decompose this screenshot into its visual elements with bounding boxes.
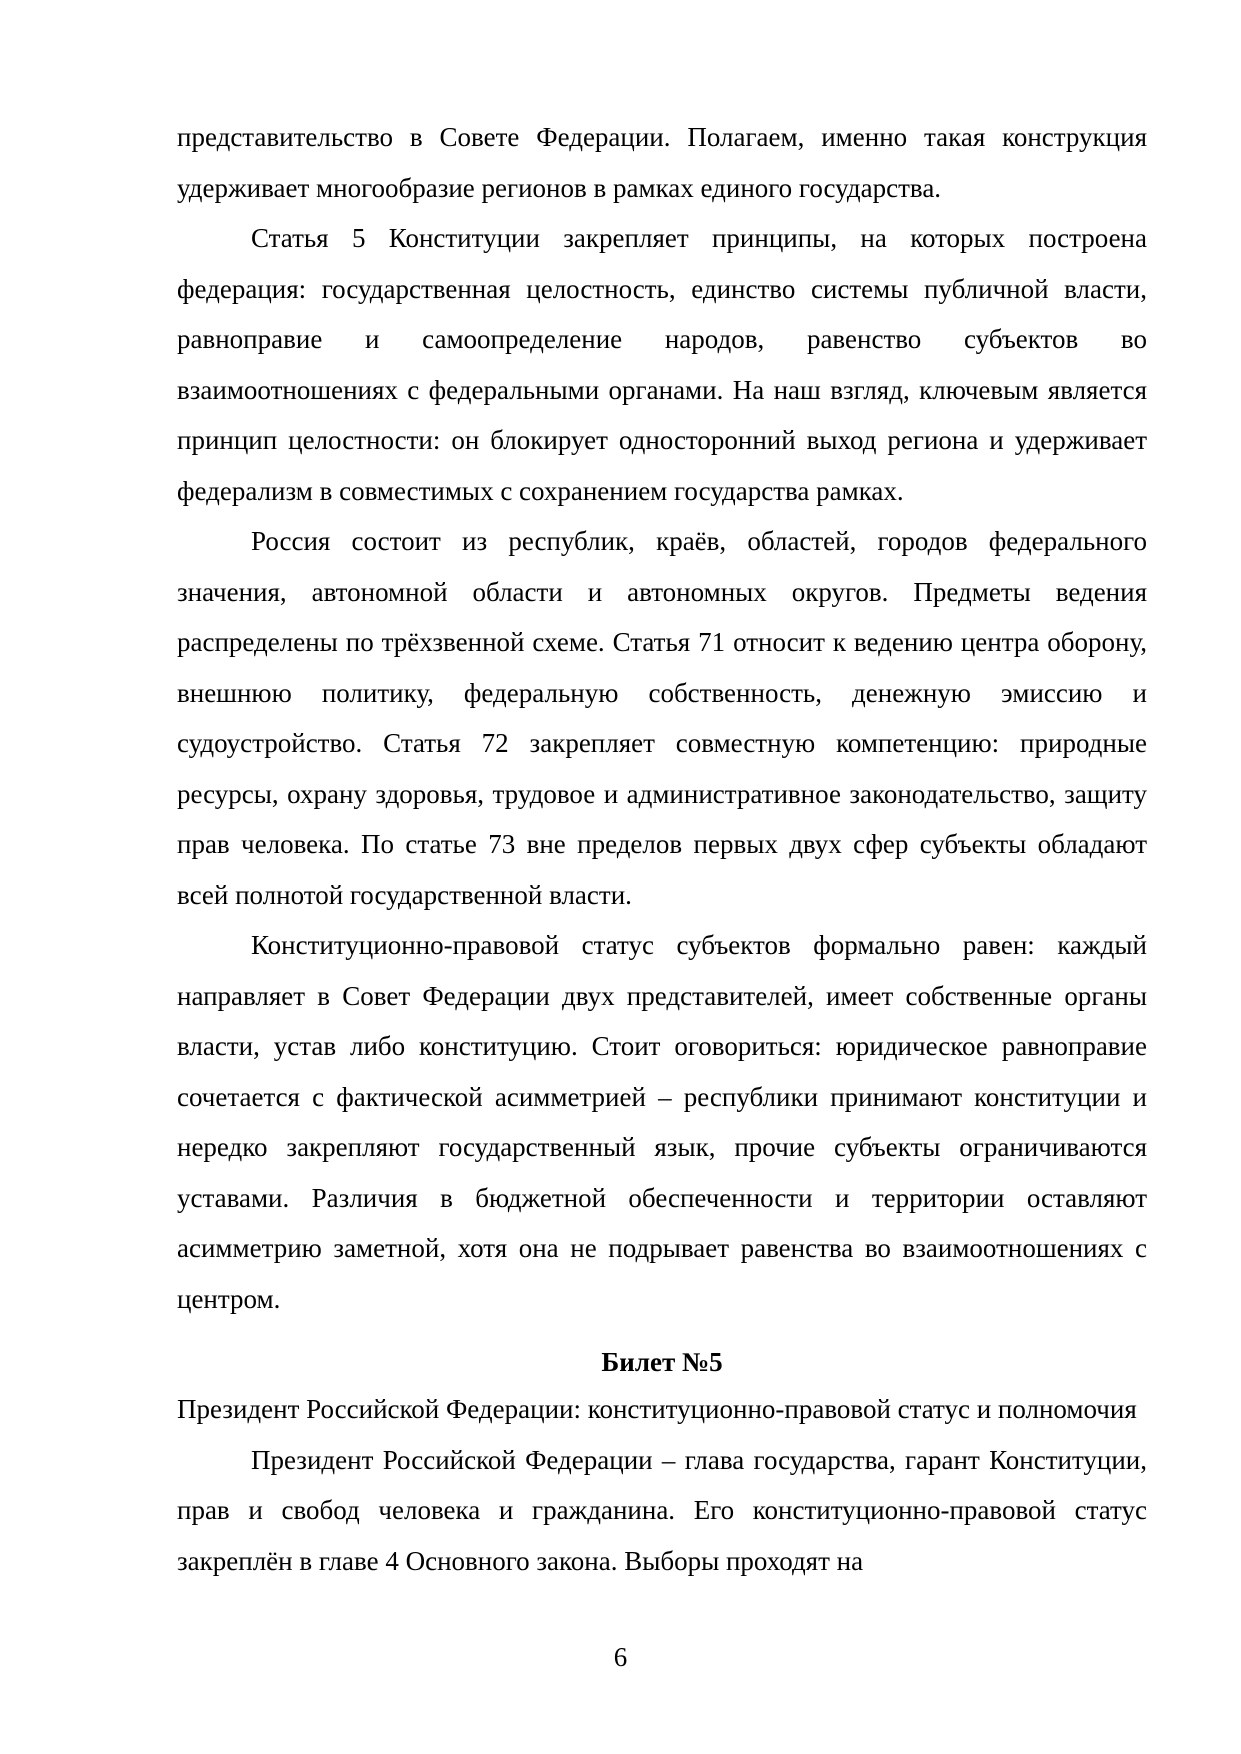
ticket-heading: Билет №5 (601, 1347, 723, 1377)
paragraph-president: Президент Российской Федерации – глава государства, гарант Конституции, прав и свобод человека и гражданина. Его конституционно-правовой статус закреплён в главе 4 Основного закона. Выборы проходят на (177, 1444, 1147, 1576)
paragraph-federation-composition: Россия состоит из республик, краёв, областей, городов федерального значения, автономной области и автономных округов. Предметы ведения распределены по трёхзвенной схеме. Статья 71 относит к ведению центра оборону, внешнюю политику, федеральную собственность, денежную эмиссию и судоустройство. Статья 72 закрепляет совместную компетенцию: природные ресурсы, охрану здоровья, трудовое и административное законодательство, защиту прав человека. По статье 73 вне пределов первых двух сфер субъекты обладают всей полнотой государственной власти. (177, 526, 1147, 910)
page-number: 6 (613, 1642, 628, 1672)
paragraph-continuation: представительство в Совете Федерации. Полагаем, именно такая конструкция удерживает многообразие регионов в рамках единого государства. (177, 122, 1147, 203)
page-body (177, 112, 1147, 1586)
paragraph-article-5: Статья 5 Конституции закрепляет принципы, на которых построена федерация: государственная целостность, единство системы публичной власти, равноправие и самоопределение народов, равенство субъектов во взаимоотношениях с федеральными органами. На наш взгляд, ключевым является принцип целостности: он блокирует односторонний выход региона и удерживает федерализм в совместимых с сохранением государства рамках. (177, 223, 1147, 506)
paragraph-subjects-status: Конституционно-правовой статус субъектов формально равен: каждый направляет в Совет Федерации двух представителей, имеет собственные органы власти, устав либо конституцию. Стоит оговориться: юридическое равноправие сочетается с фактической асимметрией – республики принимают конституции и нередко закрепляют государственный язык, прочие субъекты ограничиваются уставами. Различия в бюджетной обеспеченности и территории оставляют асимметрию заметной, хотя она не подрывает равенства во взаимоотношениях с центром. (177, 930, 1147, 1314)
ticket-topic: Президент Российской Федерации: конституционно-правовой статус и полномочия (177, 1394, 1137, 1424)
